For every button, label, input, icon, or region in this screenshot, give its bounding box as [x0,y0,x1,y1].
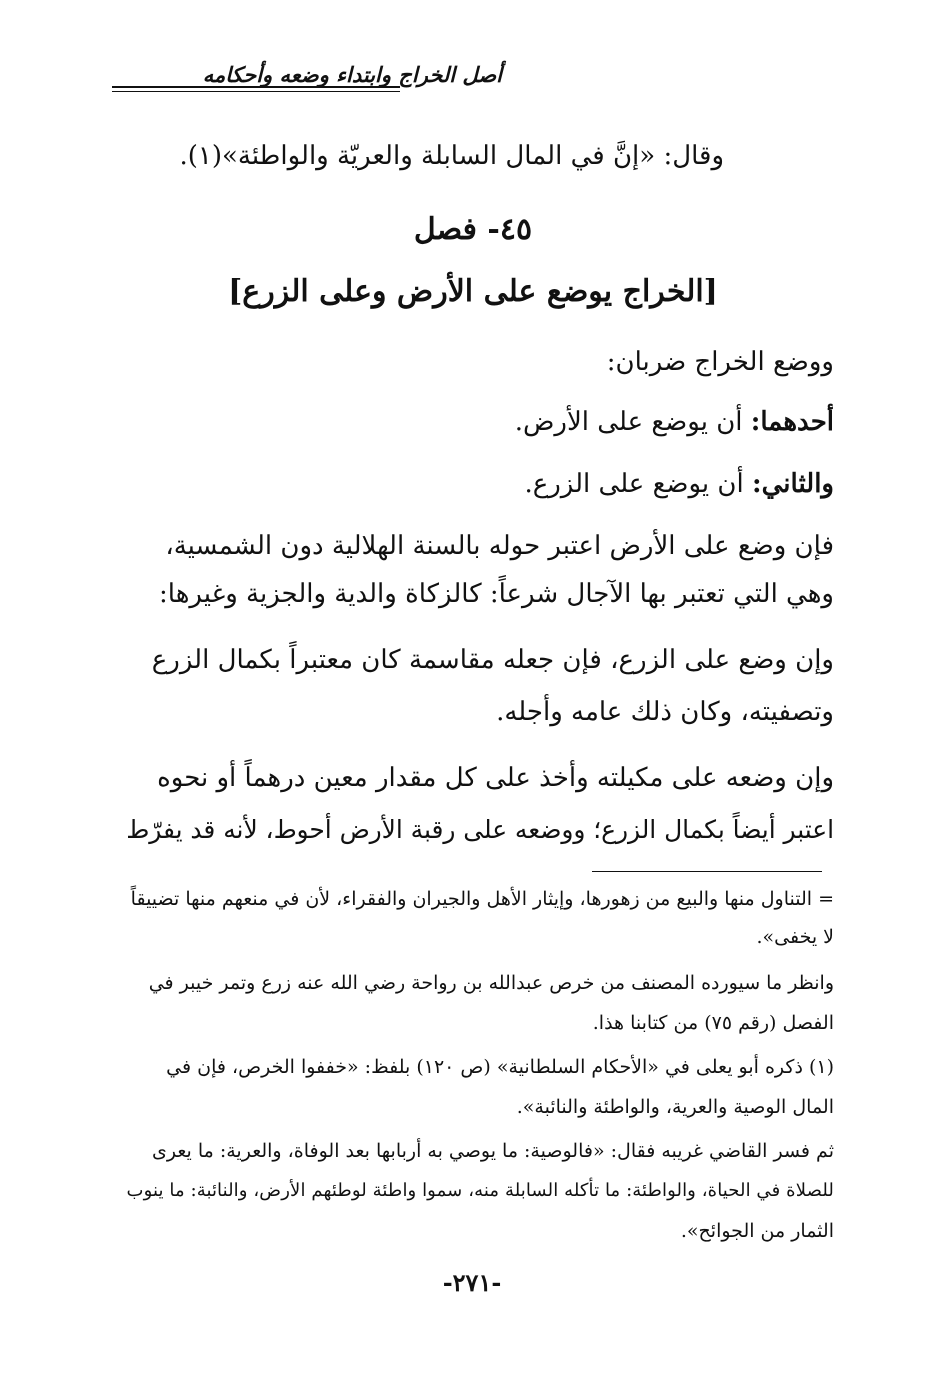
paragraph-2-lead: أحدهما: [750,407,834,437]
footnote-1-explanation-line-2: للصلاة في الحياة، والواطئة: ما تأكله السابلة منه، سموا واطئة لوطئهم الأرض، والنائبة: ما ينوب [126,1180,834,1201]
paragraph-4-line-1: فإن وضع على الأرض اعتبر حوله بالسنة الهلالية دون الشمسية، [165,531,834,561]
page-number: -٢٧١- [442,1268,502,1297]
footnote-continuation-line-2: لا يخفى». [756,926,834,948]
footnote-1-line-1: (١) ذكره أبو يعلى في «الأحكام السلطانية» (ص ١٢٠) بلفظ: «خففوا الخرص، فإن في [166,1056,834,1078]
paragraph-6-line-2: اعتبر أيضاً بكمال الزرع؛ ووضعه على رقبة الأرض أحوط، لأنه قد يفرّط [126,815,834,844]
paragraph-3-lead: والثاني: [752,469,834,499]
paragraph-2 [515,400,834,444]
paragraph-6-line-1: وإن وضعه على مكيلته وأخذ على كل مقدار معين درهماً أو نحوه [157,763,834,793]
footnote-note-line-2: الفصل (رقم ٧٥) من كتابنا هذا. [592,1012,834,1034]
main-text [112,134,834,874]
footnote-note-line-1: وانظر ما سيورده المصنف من خرص عبدالله بن رواحة رضي الله عنه زرع وتمر خيبر في [148,972,834,994]
running-title: أصل الخراج وابتداء وضعه وأحكامه [202,62,502,87]
footnote-1-explanation-line-3: الثمار من الجوائح». [680,1220,834,1242]
paragraph-3 [524,462,834,506]
running-header [112,58,834,98]
footnote-1-explanation-line-1: ثم فسر القاضي غريبه فقال: «فالوصية: ما يوصي به أربابها بعد الوفاة، والعرية: ما يعرى [151,1140,834,1162]
paragraph-3-text: أن يوضع على الزرع. [524,469,753,499]
paragraph-4-line-2: وهي التي تعتبر بها الآجال شرعاً: كالزكاة والدية والجزية وغيرها: [159,579,834,609]
quote-line: وقال: «إنَّ في المال السابلة والعريّة والواطئة»(١). [179,141,724,171]
footnote-separator [592,871,822,872]
header-rule-thin [112,91,400,92]
footnote-continuation-line-1: = التناول منها والبيع من زهورها، وإيثار الأهل والجيران والفقراء، لأن في منعهم منها تضييقاً [130,888,834,910]
paragraph-2-text: أن يوضع على الأرض. [514,407,751,437]
paragraph-1: ووضع الخراج ضربان: [606,347,834,377]
header-rule [112,86,400,88]
section-title: [الخراج يوضع على الأرض وعلى الزرع] [228,274,718,309]
footnotes [112,882,834,1252]
paragraph-5-line-2: وتصفيته، وكان ذلك عامه وأجله. [496,697,834,727]
section-number: ٤٥- فصل [413,212,533,247]
paragraph-5-line-1: وإن وضع على الزرع، فإن جعله مقاسمة كان معتبراً بكمال الزرع [151,645,834,675]
footnote-1-line-2: المال الوصية والعرية، والواطئة والنائبة». [516,1096,834,1118]
